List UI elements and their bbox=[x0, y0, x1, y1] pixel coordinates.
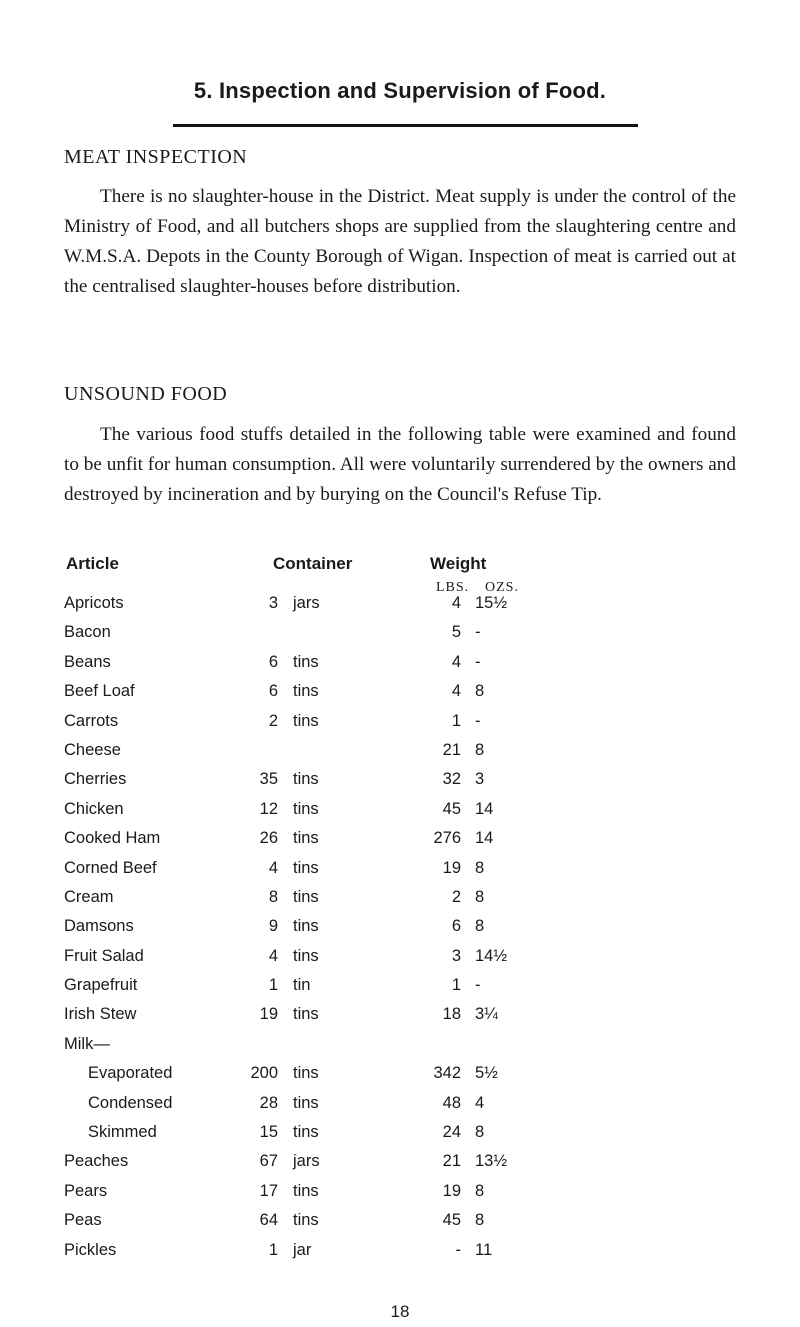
article-cell: Grapefruit bbox=[64, 976, 138, 995]
ozs-cell: 8 bbox=[475, 858, 485, 877]
units-lbs: LBS. bbox=[436, 580, 470, 595]
article-cell: Cherries bbox=[64, 770, 127, 789]
table-row bbox=[0, 680, 800, 709]
container-cell: tins bbox=[293, 858, 319, 877]
article-cell: Pears bbox=[64, 1181, 108, 1200]
lbs-cell: 6 bbox=[451, 917, 461, 936]
table-row bbox=[0, 974, 800, 1003]
ozs-cell: 4 bbox=[475, 1093, 485, 1112]
meat-inspection-text: There is no slaughter-house in the District. Meat supply is under the control of the Ministry of Food, and all butchers shops are supplied from the slaughtering centre and W.M.S.A. Depots in the County Borough of Wigan. Inspection of meat is carried out at the centralised slaughter-houses before distribution. bbox=[64, 186, 736, 297]
lbs-cell: 18 bbox=[442, 1005, 461, 1024]
quantity-cell: 200 bbox=[250, 1064, 278, 1083]
quantity-cell: 6 bbox=[268, 652, 278, 671]
quantity-cell: 6 bbox=[268, 682, 278, 701]
ozs-cell: 8 bbox=[475, 740, 485, 759]
page-number: 18 bbox=[390, 1302, 410, 1321]
table-row bbox=[0, 1239, 800, 1268]
ozs-cell: 8 bbox=[475, 682, 485, 701]
ozs-cell: 8 bbox=[475, 1181, 485, 1200]
ozs-cell: 14 bbox=[475, 829, 494, 848]
quantity-cell: 64 bbox=[259, 1211, 278, 1230]
ozs-cell: 15½ bbox=[475, 594, 508, 612]
article-cell: Corned Beef bbox=[64, 858, 157, 877]
header-container: Container bbox=[273, 554, 353, 573]
table-row bbox=[0, 1062, 800, 1091]
container-cell: tins bbox=[293, 770, 319, 789]
container-cell: tins bbox=[293, 1093, 319, 1112]
quantity-cell: 1 bbox=[268, 976, 278, 995]
ozs-cell: 11 bbox=[475, 1240, 493, 1259]
lbs-cell: 1 bbox=[451, 976, 461, 995]
article-cell: Bacon bbox=[64, 623, 111, 642]
container-cell: tin bbox=[293, 976, 311, 995]
table-row bbox=[0, 592, 800, 621]
quantity-cell: 4 bbox=[268, 858, 278, 877]
table-row bbox=[0, 710, 800, 739]
table-row bbox=[0, 739, 800, 768]
article-cell: Milk— bbox=[64, 1034, 110, 1053]
article-cell: Chicken bbox=[64, 799, 124, 818]
container-cell: tins bbox=[293, 917, 319, 936]
article-cell: Pickles bbox=[64, 1240, 117, 1259]
ozs-cell: 5½ bbox=[475, 1064, 498, 1083]
article-cell: Damsons bbox=[64, 917, 134, 936]
quantity-cell: 35 bbox=[259, 770, 278, 789]
article-cell: Evaporated bbox=[88, 1064, 173, 1083]
container-cell: tins bbox=[293, 829, 319, 848]
container-cell: tins bbox=[293, 1181, 319, 1200]
ozs-cell: 13½ bbox=[475, 1152, 508, 1171]
container-cell: tins bbox=[293, 946, 319, 965]
container-cell: tins bbox=[293, 682, 319, 701]
article-cell: Apricots bbox=[64, 594, 124, 612]
quantity-cell: 8 bbox=[268, 887, 278, 906]
article-cell: Cheese bbox=[64, 740, 121, 759]
table-row bbox=[0, 827, 800, 856]
table-row bbox=[0, 1180, 800, 1209]
container-cell: tins bbox=[293, 887, 319, 906]
article-cell: Condensed bbox=[88, 1093, 173, 1112]
article-cell: Carrots bbox=[64, 711, 119, 730]
lbs-cell: 5 bbox=[451, 623, 461, 642]
meat-inspection-title: MEAT INSPECTION bbox=[64, 146, 248, 168]
container-cell: jar bbox=[293, 1240, 312, 1259]
ozs-cell: - bbox=[475, 711, 481, 730]
article-cell: Peas bbox=[64, 1211, 102, 1230]
container-cell: jars bbox=[293, 1152, 320, 1171]
container-cell: tins bbox=[293, 652, 319, 671]
unsound-food-text: The various food stuffs detailed in the following table were examined and found to be unfit for human consumption. All were voluntarily surrendered by the owners and destroyed by incineration and by burying on the Council's Refuse Tip. bbox=[64, 424, 736, 505]
lbs-cell: 45 bbox=[442, 799, 461, 818]
lbs-cell: - bbox=[455, 1240, 461, 1259]
lbs-cell: 48 bbox=[442, 1093, 461, 1112]
lbs-cell: 276 bbox=[433, 829, 461, 848]
container-cell: tins bbox=[293, 1064, 319, 1083]
container-cell: tins bbox=[293, 711, 319, 730]
table-row bbox=[0, 945, 800, 974]
article-cell: Peaches bbox=[64, 1152, 129, 1171]
article-cell: Beef Loaf bbox=[64, 682, 135, 701]
table-row bbox=[0, 857, 800, 886]
header-article: Article bbox=[66, 554, 119, 573]
quantity-cell: 26 bbox=[259, 829, 278, 848]
quantity-cell: 9 bbox=[268, 917, 278, 936]
quantity-cell: 3 bbox=[268, 594, 278, 612]
quantity-cell: 28 bbox=[259, 1093, 278, 1112]
ozs-cell: - bbox=[475, 976, 481, 995]
table-row bbox=[0, 798, 800, 827]
lbs-cell: 19 bbox=[442, 1181, 461, 1200]
page-heading: 5. Inspection and Supervision of Food. bbox=[193, 78, 607, 103]
units-ozs: OZS. bbox=[485, 580, 519, 595]
table-row bbox=[0, 1209, 800, 1238]
lbs-cell: 45 bbox=[442, 1211, 461, 1230]
table-row bbox=[0, 1150, 800, 1179]
ozs-cell: 3 bbox=[475, 770, 485, 789]
ozs-cell: 14½ bbox=[475, 946, 508, 965]
container-cell: tins bbox=[293, 799, 319, 818]
article-cell: Fruit Salad bbox=[64, 946, 144, 965]
ozs-cell: 14 bbox=[475, 799, 494, 818]
lbs-cell: 4 bbox=[451, 682, 461, 701]
lbs-cell: 21 bbox=[442, 740, 461, 759]
food-table bbox=[0, 592, 800, 1268]
header-weight: Weight bbox=[430, 554, 487, 573]
article-cell: Skimmed bbox=[88, 1123, 157, 1142]
lbs-cell: 1 bbox=[451, 711, 461, 730]
lbs-cell: 4 bbox=[451, 594, 461, 612]
article-cell: Irish Stew bbox=[64, 1005, 137, 1024]
lbs-cell: 342 bbox=[433, 1064, 461, 1083]
quantity-cell: 4 bbox=[268, 946, 278, 965]
unsound-food-title: UNSOUND FOOD bbox=[64, 383, 228, 405]
container-cell: tins bbox=[293, 1005, 319, 1024]
article-cell: Beans bbox=[64, 652, 111, 671]
lbs-cell: 19 bbox=[442, 858, 461, 877]
lbs-cell: 21 bbox=[442, 1152, 461, 1171]
table-row bbox=[0, 1003, 800, 1032]
lbs-cell: 2 bbox=[451, 887, 461, 906]
quantity-cell: 15 bbox=[259, 1123, 278, 1142]
ozs-cell: - bbox=[475, 623, 481, 642]
table-row bbox=[0, 915, 800, 944]
table-row bbox=[0, 621, 800, 650]
table-row bbox=[0, 651, 800, 680]
table-row bbox=[0, 1092, 800, 1121]
article-cell: Cream bbox=[64, 887, 114, 906]
container-cell: tins bbox=[293, 1123, 319, 1142]
lbs-cell: 3 bbox=[451, 946, 461, 965]
quantity-cell: 19 bbox=[259, 1005, 278, 1024]
quantity-cell: 67 bbox=[259, 1152, 278, 1171]
ozs-cell: 8 bbox=[475, 1211, 485, 1230]
lbs-cell: 32 bbox=[442, 770, 461, 789]
quantity-cell: 12 bbox=[259, 799, 278, 818]
table-row bbox=[0, 768, 800, 797]
table-row bbox=[0, 1033, 800, 1062]
lbs-cell: 4 bbox=[451, 652, 461, 671]
quantity-cell: 17 bbox=[259, 1181, 278, 1200]
container-cell: jars bbox=[293, 594, 320, 612]
table-row bbox=[0, 1121, 800, 1150]
ozs-cell: 8 bbox=[475, 887, 485, 906]
ozs-cell: 8 bbox=[475, 1123, 485, 1142]
ozs-cell: 3¼ bbox=[475, 1005, 498, 1024]
lbs-cell: 24 bbox=[442, 1123, 461, 1142]
ozs-cell: - bbox=[475, 652, 481, 671]
ozs-cell: 8 bbox=[475, 917, 485, 936]
table-row bbox=[0, 886, 800, 915]
heading-underline bbox=[173, 124, 638, 127]
article-cell: Cooked Ham bbox=[64, 829, 161, 848]
container-cell: tins bbox=[293, 1211, 319, 1230]
quantity-cell: 2 bbox=[268, 711, 278, 730]
quantity-cell: 1 bbox=[268, 1240, 278, 1259]
